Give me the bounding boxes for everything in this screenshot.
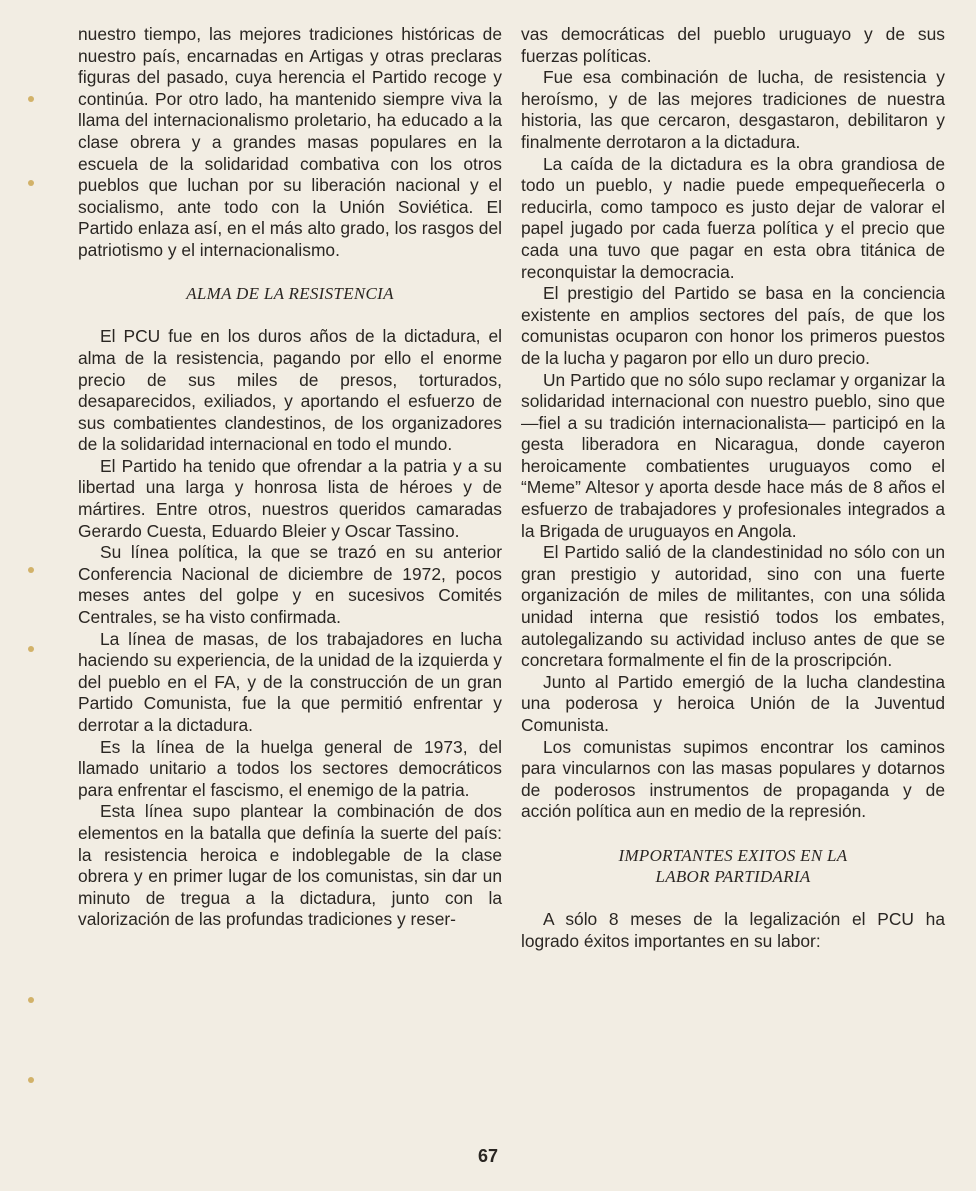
margin-mark xyxy=(28,567,34,573)
paragraph: El PCU fue en los duros años de la dictadura, el alma de la resistencia, pagando por ello el enorme precio de sus miles de presos, torturados, desaparecidos, exiliados, y aportando el esfuerzo de sus combatientes clandestinos, de los organizadores de la solidaridad internacional en todo el mundo. xyxy=(78,326,502,455)
margin-mark xyxy=(28,1077,34,1083)
section-heading: ALMA DE LA RESISTENCIA xyxy=(186,284,394,304)
margin-mark xyxy=(28,646,34,652)
right-column xyxy=(521,24,945,953)
paragraph: El Partido salió de la clandestinidad no sólo con un gran prestigio y autoridad, sino con una fuerte organización de miles de militantes, con una sólida unidad interna que resistió todos los embates, autolegalizando su actividad incluso antes de que se concretara formalmente el fin de la proscripción. xyxy=(521,542,945,671)
paragraph: Junto al Partido emergió de la lucha clandestina una poderosa y heroica Unión de la Juventud Comunista. xyxy=(521,671,945,735)
paragraph: El Partido ha tenido que ofrendar a la patria y a su libertad una larga y honrosa lista de héroes y de mártires. Entre otros, nuestros queridos camaradas Gerardo Cuesta, Eduardo Bleier y Oscar Tassino. xyxy=(78,455,502,541)
margin-mark xyxy=(28,96,34,102)
paragraph: La línea de masas, de los trabajadores en lucha haciendo su experiencia, de la unidad de la izquierda y del pueblo en el FA, y de la construcción de un gran Partido Comunista, fue la que permitió enfrentar y derrotar a la dictadura. xyxy=(78,628,502,735)
page-number: 67 xyxy=(477,1146,499,1166)
paragraph: nuestro tiempo, las mejores tradiciones históricas de nuestro país, encarnadas en Artigas y otras preclaras figuras del pasado, cuya herencia el Partido recoge y continúa. Por otro lado, ha mantenido siempre viva la llama del internacionalismo proletario, ha educado a la clase obrera y a grandes masas populares en la escuela de la solidaridad combativa con los otros pueblos que luchan por su liberación nacional y el socialismo, ante todo con la Unión Soviética. El Partido enlaza así, en el más alto grado, los rasgos del patriotismo y el internacionalismo. xyxy=(78,24,502,260)
paragraph: Los comunistas supimos encontrar los caminos para vincularnos con las masas populares y dotarnos de poderosos instrumentos de propaganda y de acción política aun en medio de la represión. xyxy=(521,736,945,822)
paragraph: La caída de la dictadura es la obra grandiosa de todo un pueblo, y nadie puede empequeñecerla o reducirla, como tampoco es justo dejar de valorar el papel jugado por cada fuerza política y el precio que cada una tuvo que pagar en esta obra titánica de reconquistar la democracia. xyxy=(521,153,945,282)
paragraph: A sólo 8 meses de la legalización el PCU ha logrado éxitos importantes en su labor: xyxy=(521,909,945,951)
paragraph: Esta línea supo plantear la combinación de dos elementos en la batalla que definía la suerte del país: la resistencia heroica e indoblegable de la clase obrera y en primer lugar de los comunistas, sin dar un minuto de tregua a la dictadura, junto con la valorización de las profundas tradiciones y reser- xyxy=(78,801,502,930)
paragraph: Un Partido que no sólo supo reclamar y organizar la solidaridad internacional con nuestro pueblo, sino que —fiel a su tradición internacionalista— participó en la gesta liberadora en Nicaragua, donde cayeron heroicamente combatientes uruguayos como el “Meme” Altesor y aporta desde hace más de 8 años el esfuerzo de trabajadores y profesionales integrados a la Brigada de uruguayos en Angola. xyxy=(521,369,945,541)
paragraph: vas democráticas del pueblo uruguayo y de sus fuerzas políticas. xyxy=(521,24,945,66)
paragraph: Es la línea de la huelga general de 1973, del llamado unitario a todos los sectores democráticos para enfrentar el fascismo, el enemigo de la patria. xyxy=(78,736,502,800)
margin-mark xyxy=(28,180,34,186)
section-heading-line-2: LABOR PARTIDARIA xyxy=(655,867,811,887)
paragraph: Fue esa combinación de lucha, de resistencia y heroísmo, y de las mejores tradiciones de nuestra historia, las que cercaron, desgastaron, debilitaron y finalmente derrotaron a la dictadura. xyxy=(521,67,945,152)
margin-mark xyxy=(28,997,34,1003)
section-heading-line-1: IMPORTANTES EXITOS EN LA xyxy=(618,845,848,865)
paragraph: Su línea política, la que se trazó en su anterior Conferencia Nacional de diciembre de 1972, pocos meses antes del golpe y en sucesivos Comités Centrales, se ha visto confirmada. xyxy=(78,542,502,628)
paragraph: El prestigio del Partido se basa en la conciencia existente en amplios sectores del país, de que los comunistas ocuparon con honor los primeros puestos de la lucha y pagaron por ello un duro precio. xyxy=(521,283,945,368)
left-column xyxy=(78,24,502,931)
